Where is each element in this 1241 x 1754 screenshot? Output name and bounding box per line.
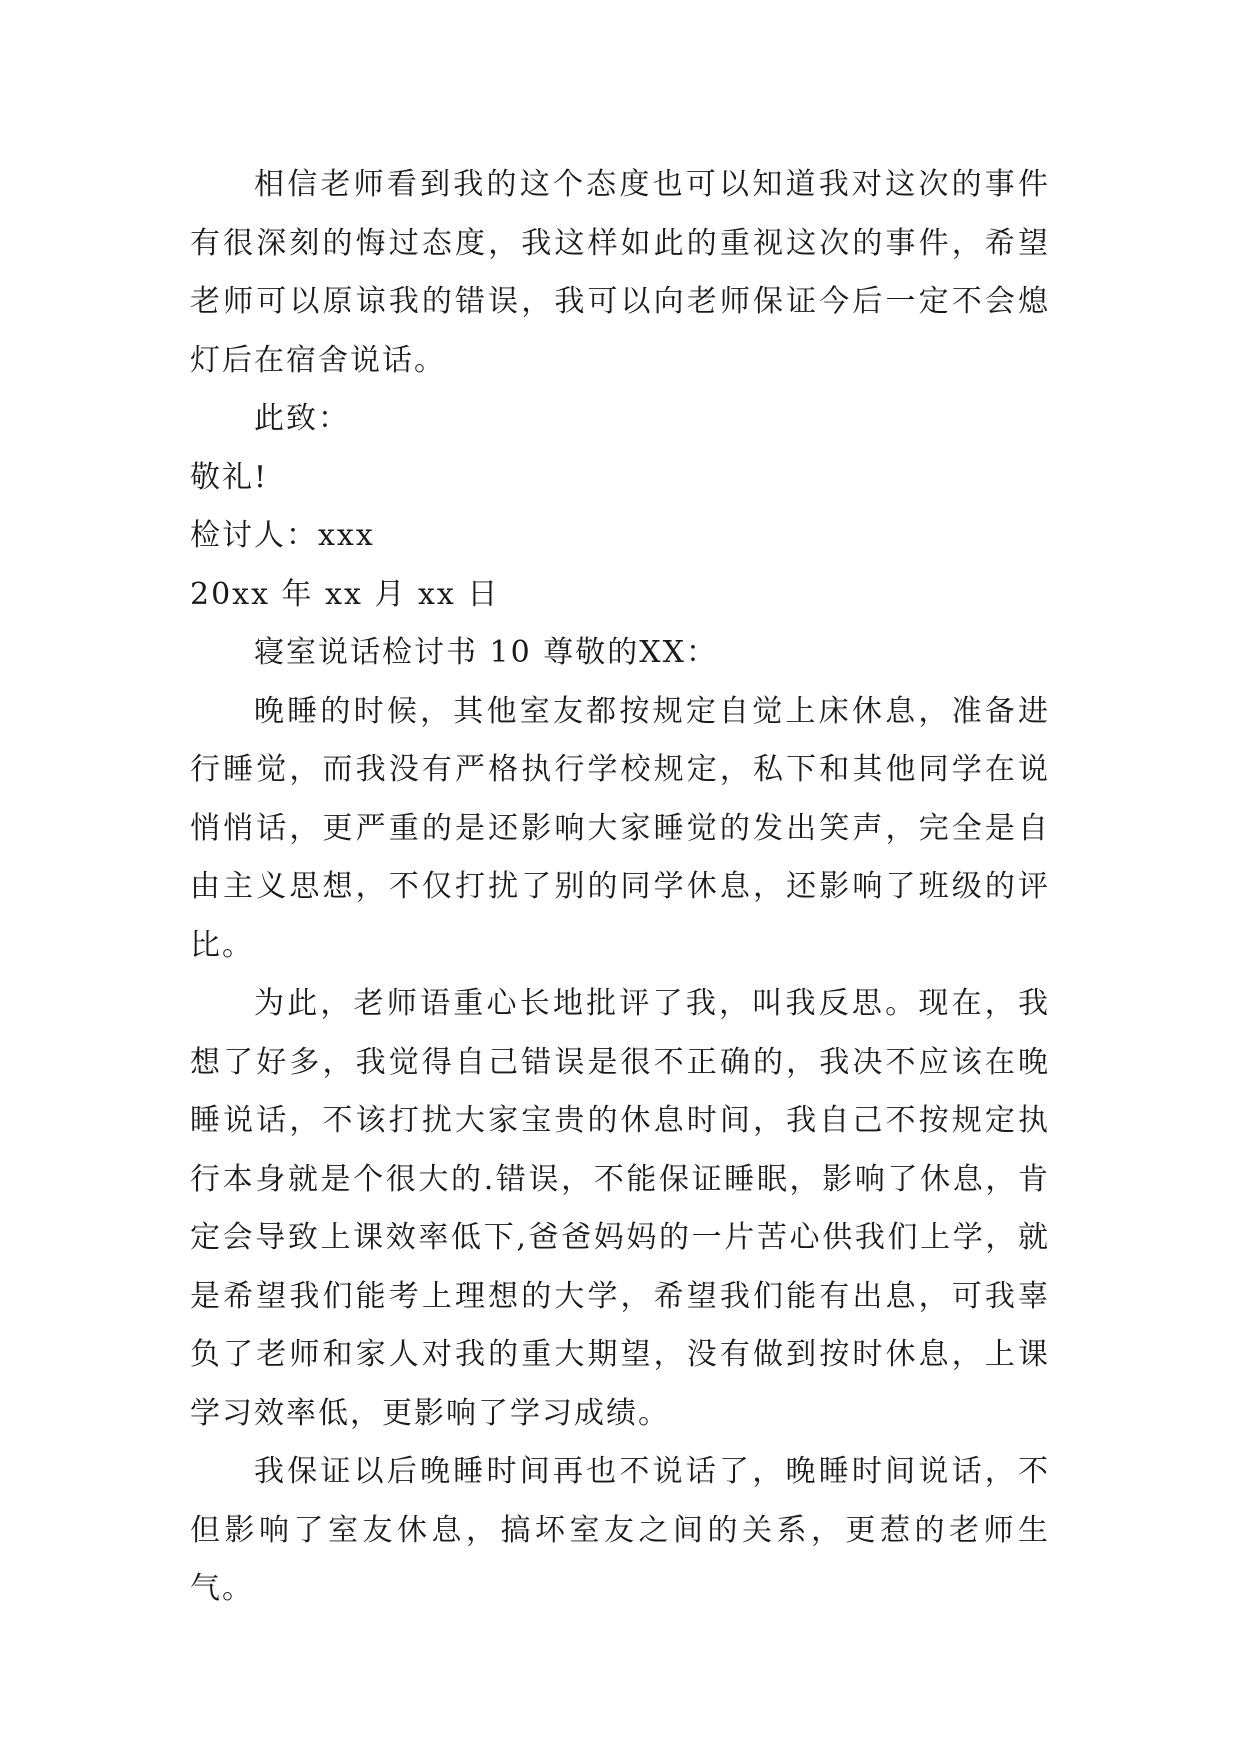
- paragraph-remorse: 相信老师看到我的这个态度也可以知道我对这次的事件有很深刻的悔过态度，我这样如此的重视这次的事件，希望老师可以原谅我的错误，我可以向老师保证今后一定不会熄灯后在宿舍说话。: [190, 167, 1050, 378]
- closing-regards: 敬礼!: [190, 459, 269, 495]
- signature-date: 20xx 年 xx 月 xx 日: [190, 576, 500, 612]
- paragraph-reflection: 为此，老师语重心长地批评了我，叫我反思。现在，我想了好多，我觉得自己错误是很不正确的，我决不应该在晚睡说话，不该打扰大家宝贵的休息时间，我自己不按规定执行本身就是个很大的.错误，不能保证睡眠，影响了休息，肯定会导致上课效率低下,爸爸妈妈的一片苦心供我们上学，就是希望我们能考上理想的大学，希望我们能有出息，可我辜负了老师和家人对我的重大期望，没有做到按时休息，上课学习效率低，更影响了学习成绩。: [190, 986, 1050, 1431]
- paragraph-incident: 晚睡的时候，其他室友都按规定自觉上床休息，准备进行睡觉，而我没有严格执行学校规定，私下和其他同学在说悄悄话，更严重的是还影响大家睡觉的发出笑声，完全是自由主义思想，不仅打扰了别的同学休息，还影响了班级的评比。: [190, 693, 1050, 963]
- paragraph-promise: 我保证以后晚睡时间再也不说话了，晚睡时间说话，不但影响了室友休息，搞坏室友之间的关系，更惹的老师生气。: [190, 1454, 1050, 1606]
- document-body: [190, 156, 1050, 1619]
- section-heading: 寝室说话检讨书 10 尊敬的XX：: [254, 635, 718, 670]
- closing-salutation: 此致：: [254, 401, 350, 436]
- signature-author: 检讨人：xxx: [190, 518, 375, 553]
